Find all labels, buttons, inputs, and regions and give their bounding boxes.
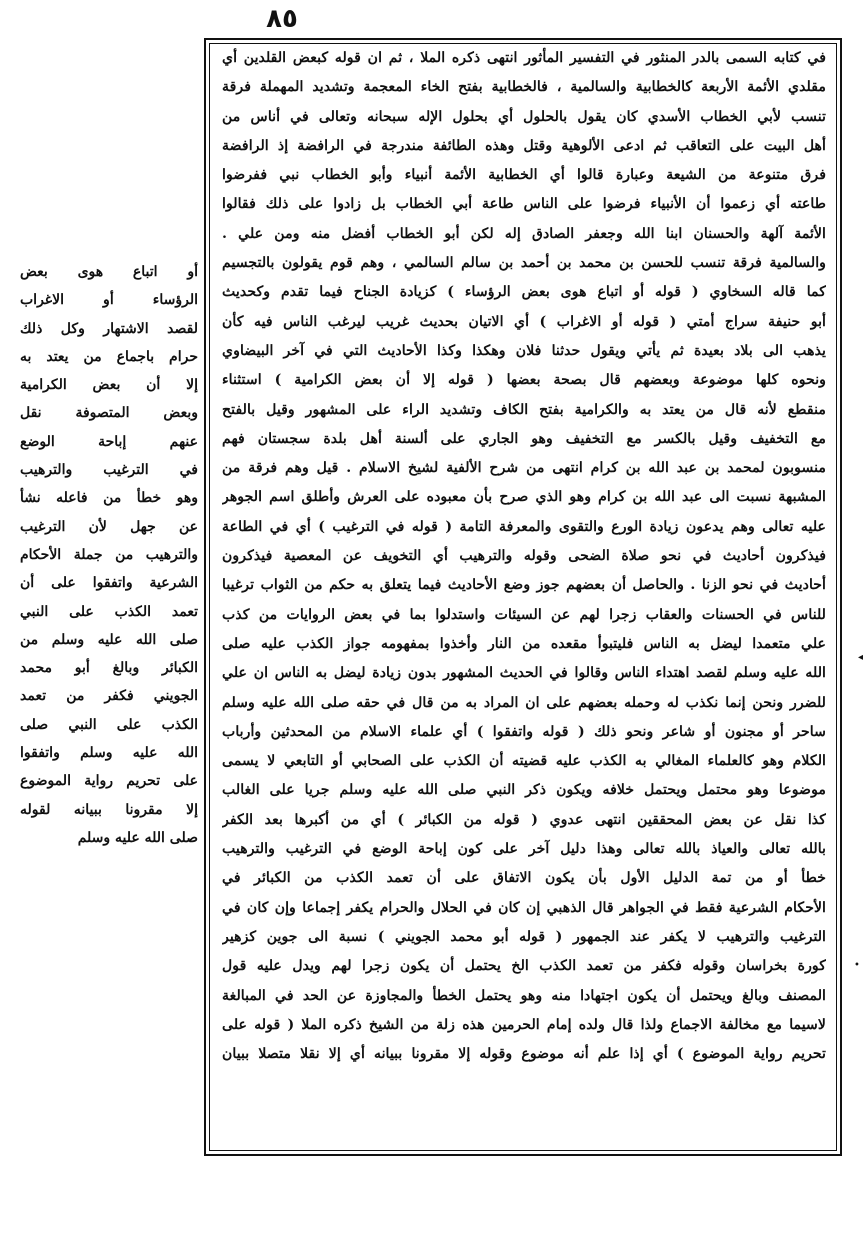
margin-line: الشرعية واتفقوا على أن	[20, 575, 198, 592]
main-commentary-text	[222, 44, 826, 1069]
text-line: فرق متنوعة من الشيعة وعبارة قالوا أي الخطابية الأئمة أنبياء وأبو الخطاب نبي ففرضوا	[222, 167, 826, 184]
text-line: المصنف وبالغ ويحتمل أن يكون اجتهادا منه وهو يحتمل الخطأ والمجاوزة عن الحد في المبالغة	[222, 987, 826, 1004]
margin-line: صلى الله عليه وسلم من	[20, 631, 198, 648]
text-line: أبو حنيفة سراج أمتي ( قوله أو الاغراب ) أي الاتيان بحديث غريب ليرغب الناس فيه كأن	[222, 313, 826, 330]
text-line: يذهب الى بلاد بعيدة ثم يأتي ويقول حدثنا فلان وهكذا وكذا الأحاديث التي في آخر البيضاوي	[222, 342, 826, 359]
margin-line: في الترغيب والترهيب	[20, 462, 198, 479]
text-line: الأئمة آلهة والحسنان ابنا الله وجعفر الصادق إله لكن أبو الخطاب أفضل منه ومن علي .	[222, 225, 826, 242]
margin-line: إلا مقرونا ببيانه لقوله	[20, 801, 198, 818]
text-line: أحاديث في نحو الزنا . والحاصل أن بعضهم جوز وضع الأحاديث فيما يتعلق به حكم من الثواب ترغيبا	[222, 577, 826, 594]
margin-line: الرؤساء أو الاغراب	[20, 292, 198, 309]
text-line: ونحوه كلها موضوعة وبعضهم قال بصحة بعضها ( قوله إلا أن بعض الكرامية ) استثناء	[222, 372, 826, 389]
text-line: الأحكام الشرعية فقط في الجواهر قال الذهبي إن كان في الحلال والحرام يكفر إجماعا وإن كان في	[222, 899, 826, 916]
text-line: طاعته أي زعموا أن الأنبياء فرضوا على الناس طاعة أبي الخطاب بل زادوا على ذلك فقالوا	[222, 196, 826, 213]
text-line: فيذكرون أحاديث في نحو صلاة الضحى وقوله والترهيب أي التخويف عن المعصية فيذكرون	[222, 548, 826, 565]
margin-line: حرام باجماع من يعتد به	[20, 348, 198, 365]
margin-mark: ◂	[858, 652, 864, 663]
text-line: كورة بخراسان وقوله فكفر من تعمد الكذب الخ يحتمل أن يكون زجرا لهم ويدل عليه قول	[222, 958, 826, 975]
margin-line: الجويني فكفر من تعمد	[20, 688, 198, 705]
text-line: موضوعا وهو محتمل ويحتمل خلافه ويكون ذكر النبي صلى الله عليه وسلم جريا على الغالب	[222, 782, 826, 799]
margin-text	[20, 258, 198, 852]
text-line: الكلام وهو كالعلماء المغالي به الكذب عليه قضيته أن الكذب على الصحابي أو التابعي لا يسمى	[222, 753, 826, 770]
text-line: تحريم رواية الموضوع ) أي إذا علم أنه موضوع وقوله إلا مقرونا ببيانه أي إلا نقلا متصلا ببيان	[222, 1046, 826, 1063]
margin-line: والترهيب من جملة الأحكام	[20, 546, 198, 563]
page-number: ٨٥	[266, 4, 298, 34]
text-line: في كتابه السمى بالدر المنثور في التفسير المأثور انتهى ذكره الملا ، ثم ان قوله كبعض القلدين أي	[222, 50, 826, 66]
margin-line: وهو خطأ من فاعله نشأ	[20, 490, 198, 507]
text-line: كما قاله السخاوي ( قوله أو اتباع هوى بعض الرؤساء ) كزيادة الجناح فيما تقدم وكحديث	[222, 284, 826, 301]
margin-line: الكبائر وبالغ أبو محمد	[20, 660, 198, 677]
text-line: كذا نقل عن بعض المحققين انتهى عدوي ( قوله من الكبائر ) أي من أكبرها بعد الكفر	[222, 811, 826, 828]
margin-line: أو اتباع هوى بعض	[20, 264, 198, 280]
main-text-frame	[204, 38, 842, 1156]
margin-line: لقصد الاشتهار وكل ذلك	[20, 320, 198, 337]
margin-line: إلا أن بعض الكرامية	[20, 377, 198, 394]
margin-line: الكذب على النبي صلى	[20, 716, 198, 733]
text-line: المشبهة نسبت الى عبد الله بن كرام وهو الذي صرح بأن معبوده على العرش وأطلق اسم الجوهر	[222, 489, 826, 506]
text-line: الترغيب والترهيب لا يكفر عند الجمهور ( قوله أبو محمد الجويني ) نسبة الى جوين كزهير	[222, 928, 826, 945]
text-line: بالله تعالى والعياذ بالله تعالى وهذا دليل آخر على كون إباحة الوضع في الترغيب والترهيب	[222, 841, 826, 858]
text-line: تنسب لأبي الخطاب الأسدي كان يقول بالحلول أي بحلول الإله سبحانه وتعالى في أناس من	[222, 108, 826, 125]
text-line: لاسيما مع مخالفة الاجماع ولذا قال ولده إمام الحرمين هذه زلة من الشيخ ذكره الملا ( قوله على	[222, 1016, 826, 1033]
text-line: عليه تعالى وهم يدعون زيادة الورع والتقوى والمعرفة التامة ( قوله في الترغيب ) أي في الطاعة	[222, 518, 826, 535]
text-line: مع التخفيف وقيل بالكسر مع التخفيف وهو الجاري على ألسنة أهل بلدة سجستان فهم	[222, 430, 826, 447]
text-line: مقلدي الأئمة الأربعة كالخطابية والسالمية ، فالخطابية بفتح الخاء المعجمة وتشديد المهملة فرقة	[222, 79, 826, 96]
text-line: للناس في الحسنات والعقاب زجرا لهم عن السيئات واستدلوا بما في بعض الروايات من كذب	[222, 606, 826, 623]
margin-line: عنهم إباحة الوضع	[20, 433, 198, 450]
text-line: منسوبون لمحمد بن عبد الله بن كرام انتهى من شرح الألفية لشيخ الاسلام . قيل وهم فرقة من	[222, 460, 826, 477]
text-line: علي متعمدا ليضل به الناس فليتبوأ مقعده من النار وأخذوا بمفهومه جواز الكذب عليه صلى	[222, 635, 826, 652]
text-line: منقطع لأنه قال من يعتد به والكرامية بفتح الكاف وتشديد الراء على المشهور وقيل بالفتح	[222, 401, 826, 418]
margin-line: عن جهل لأن الترغيب	[20, 518, 198, 535]
margin-line: على تحريم رواية الموضوع	[20, 773, 198, 790]
margin-line: صلى الله عليه وسلم	[77, 829, 198, 846]
margin-dot: •	[854, 960, 860, 971]
text-line: خطأ أو من تمة الدليل الأول بأن يكون الاتفاق على أن تعمد الكذب من الكبائر في	[222, 870, 826, 887]
text-line: الله عليه وسلم لقصد اهتداء الناس وقالوا في الحديث المشهور بدون زيادة ليضل به الناس ان علي	[222, 665, 826, 682]
margin-line: الله عليه وسلم واتفقوا	[20, 745, 198, 762]
margin-line: تعمد الكذب على النبي	[20, 603, 198, 620]
text-line: للضرر ونحن إنما نكذب له وحمله بعضهم على ان المراد به من قال في حقه صلى الله عليه وسلم	[222, 694, 826, 711]
text-line: والسالمية فرقة تنسب للحسن بن محمد بن أحمد بن سالم السالمي ، وهم قوم يقولون بالتجسيم	[222, 255, 826, 272]
text-line: ساحر أو مجنون أو شاعر ونحو ذلك ( قوله واتفقوا ) أي علماء الاسلام من المحدثين وأرباب	[222, 723, 826, 740]
margin-line: وبعض المتصوفة نقل	[20, 405, 198, 422]
text-line: أهل البيت على التعاقب ثم ادعى الألوهية وقتل وهذه الطائفة مندرجة في الرافضة إذ الرافضة	[222, 137, 826, 154]
